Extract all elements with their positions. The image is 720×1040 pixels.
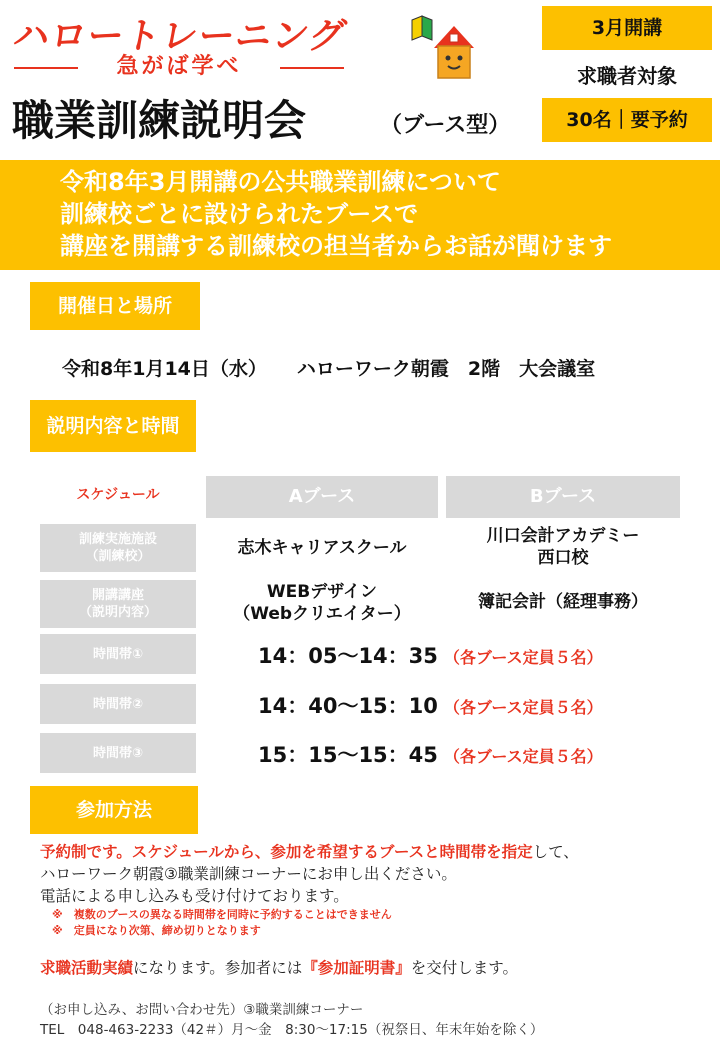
tagline-rule-right	[280, 67, 344, 69]
slot-time-2: 14：40〜15：10 （各ブース定員５名）	[258, 694, 603, 718]
booth-b-course: 簿記会計（経理事務）	[478, 592, 648, 612]
venue-details	[62, 354, 625, 381]
intro-banner	[0, 160, 720, 270]
mascot-house-icon	[408, 14, 480, 86]
booth-b-facility: 川口会計アカデミー 西口校	[486, 526, 640, 568]
brand-logo-text: ハロートレーニング	[9, 16, 350, 57]
apply-line-3: 電話による申し込みも受け付けております。	[40, 887, 349, 905]
slot-time-3: 15：15〜15：45 （各ブース定員５名）	[258, 743, 603, 767]
banner-line: 令和8年3月開講の公共職業訓練について	[60, 168, 501, 196]
apply-note-2: ※ 定員になり次第、締め切りとなります	[52, 924, 261, 937]
apply-line-4: 求職活動実績になります。参加者には『参加証明書』を交付します。	[40, 959, 519, 977]
beginner-mark-icon	[412, 16, 432, 40]
contact-phone: TEL 048-463-2233（42＃）月〜金 8:30〜17:15（祝祭日、年末年始を除く）	[40, 1022, 544, 1038]
page-title-sub: （ブース型）	[380, 113, 511, 138]
apply-heading: 参加方法	[30, 786, 198, 834]
event-date: 令和8年1月14日（水）	[62, 358, 267, 380]
booth-a-facility: 志木キャリアスクール	[237, 538, 407, 558]
venue-heading: 開催日と場所	[30, 282, 200, 330]
row-label-course: 開講講座 （説明内容）	[40, 580, 196, 628]
slot-label-2: 時間帯②	[40, 684, 196, 724]
slot-label-1: 時間帯①	[40, 634, 196, 674]
tagline	[14, 54, 344, 80]
banner-line: 講座を開講する訓練校の担当者からお話が聞けます	[60, 232, 612, 260]
slot-label-3: 時間帯③	[40, 733, 196, 773]
event-place: ハローワーク朝霞 2階 大会議室	[296, 358, 596, 380]
content-heading: 説明内容と時間	[30, 400, 196, 452]
row-label-facility: 訓練実施施設 （訓練校）	[40, 524, 196, 572]
apply-line-2: ハローワーク朝霞③職業訓練コーナーにお申し出ください。	[40, 865, 457, 883]
opening-month-badge: 3月開講	[542, 6, 712, 50]
apply-note-1: ※ 複数のブースの異なる時間帯を同時に予約することはできません	[52, 908, 392, 921]
booth-b-header: Bブース	[446, 476, 680, 518]
slot-capacity-note: （各ブース定員５名）	[443, 698, 603, 717]
tagline-text: 急がば学べ	[116, 54, 242, 79]
target-audience: 求職者対象	[577, 64, 677, 88]
slot-time-1: 14：05〜14：35 （各ブース定員５名）	[258, 644, 603, 668]
contact-label: （お申し込み、お問い合わせ先）③職業訓練コーナー	[40, 1002, 364, 1018]
banner-line: 訓練校ごとに設けられたブースで	[60, 200, 419, 228]
slot-capacity-note: （各ブース定員５名）	[443, 747, 603, 766]
slot-capacity-note: （各ブース定員５名）	[443, 648, 603, 667]
page-title: 職業訓練説明会	[12, 96, 307, 145]
booth-a-course: WEBデザイン （Webクリエイター）	[233, 582, 411, 624]
apply-line-1: 予約制です。スケジュールから、参加を希望するブースと時間帯を指定して、	[40, 843, 579, 861]
capacity-badge: 30名｜要予約	[542, 98, 712, 142]
schedule-label: スケジュール	[76, 487, 160, 503]
booth-a-header: Aブース	[206, 476, 438, 518]
